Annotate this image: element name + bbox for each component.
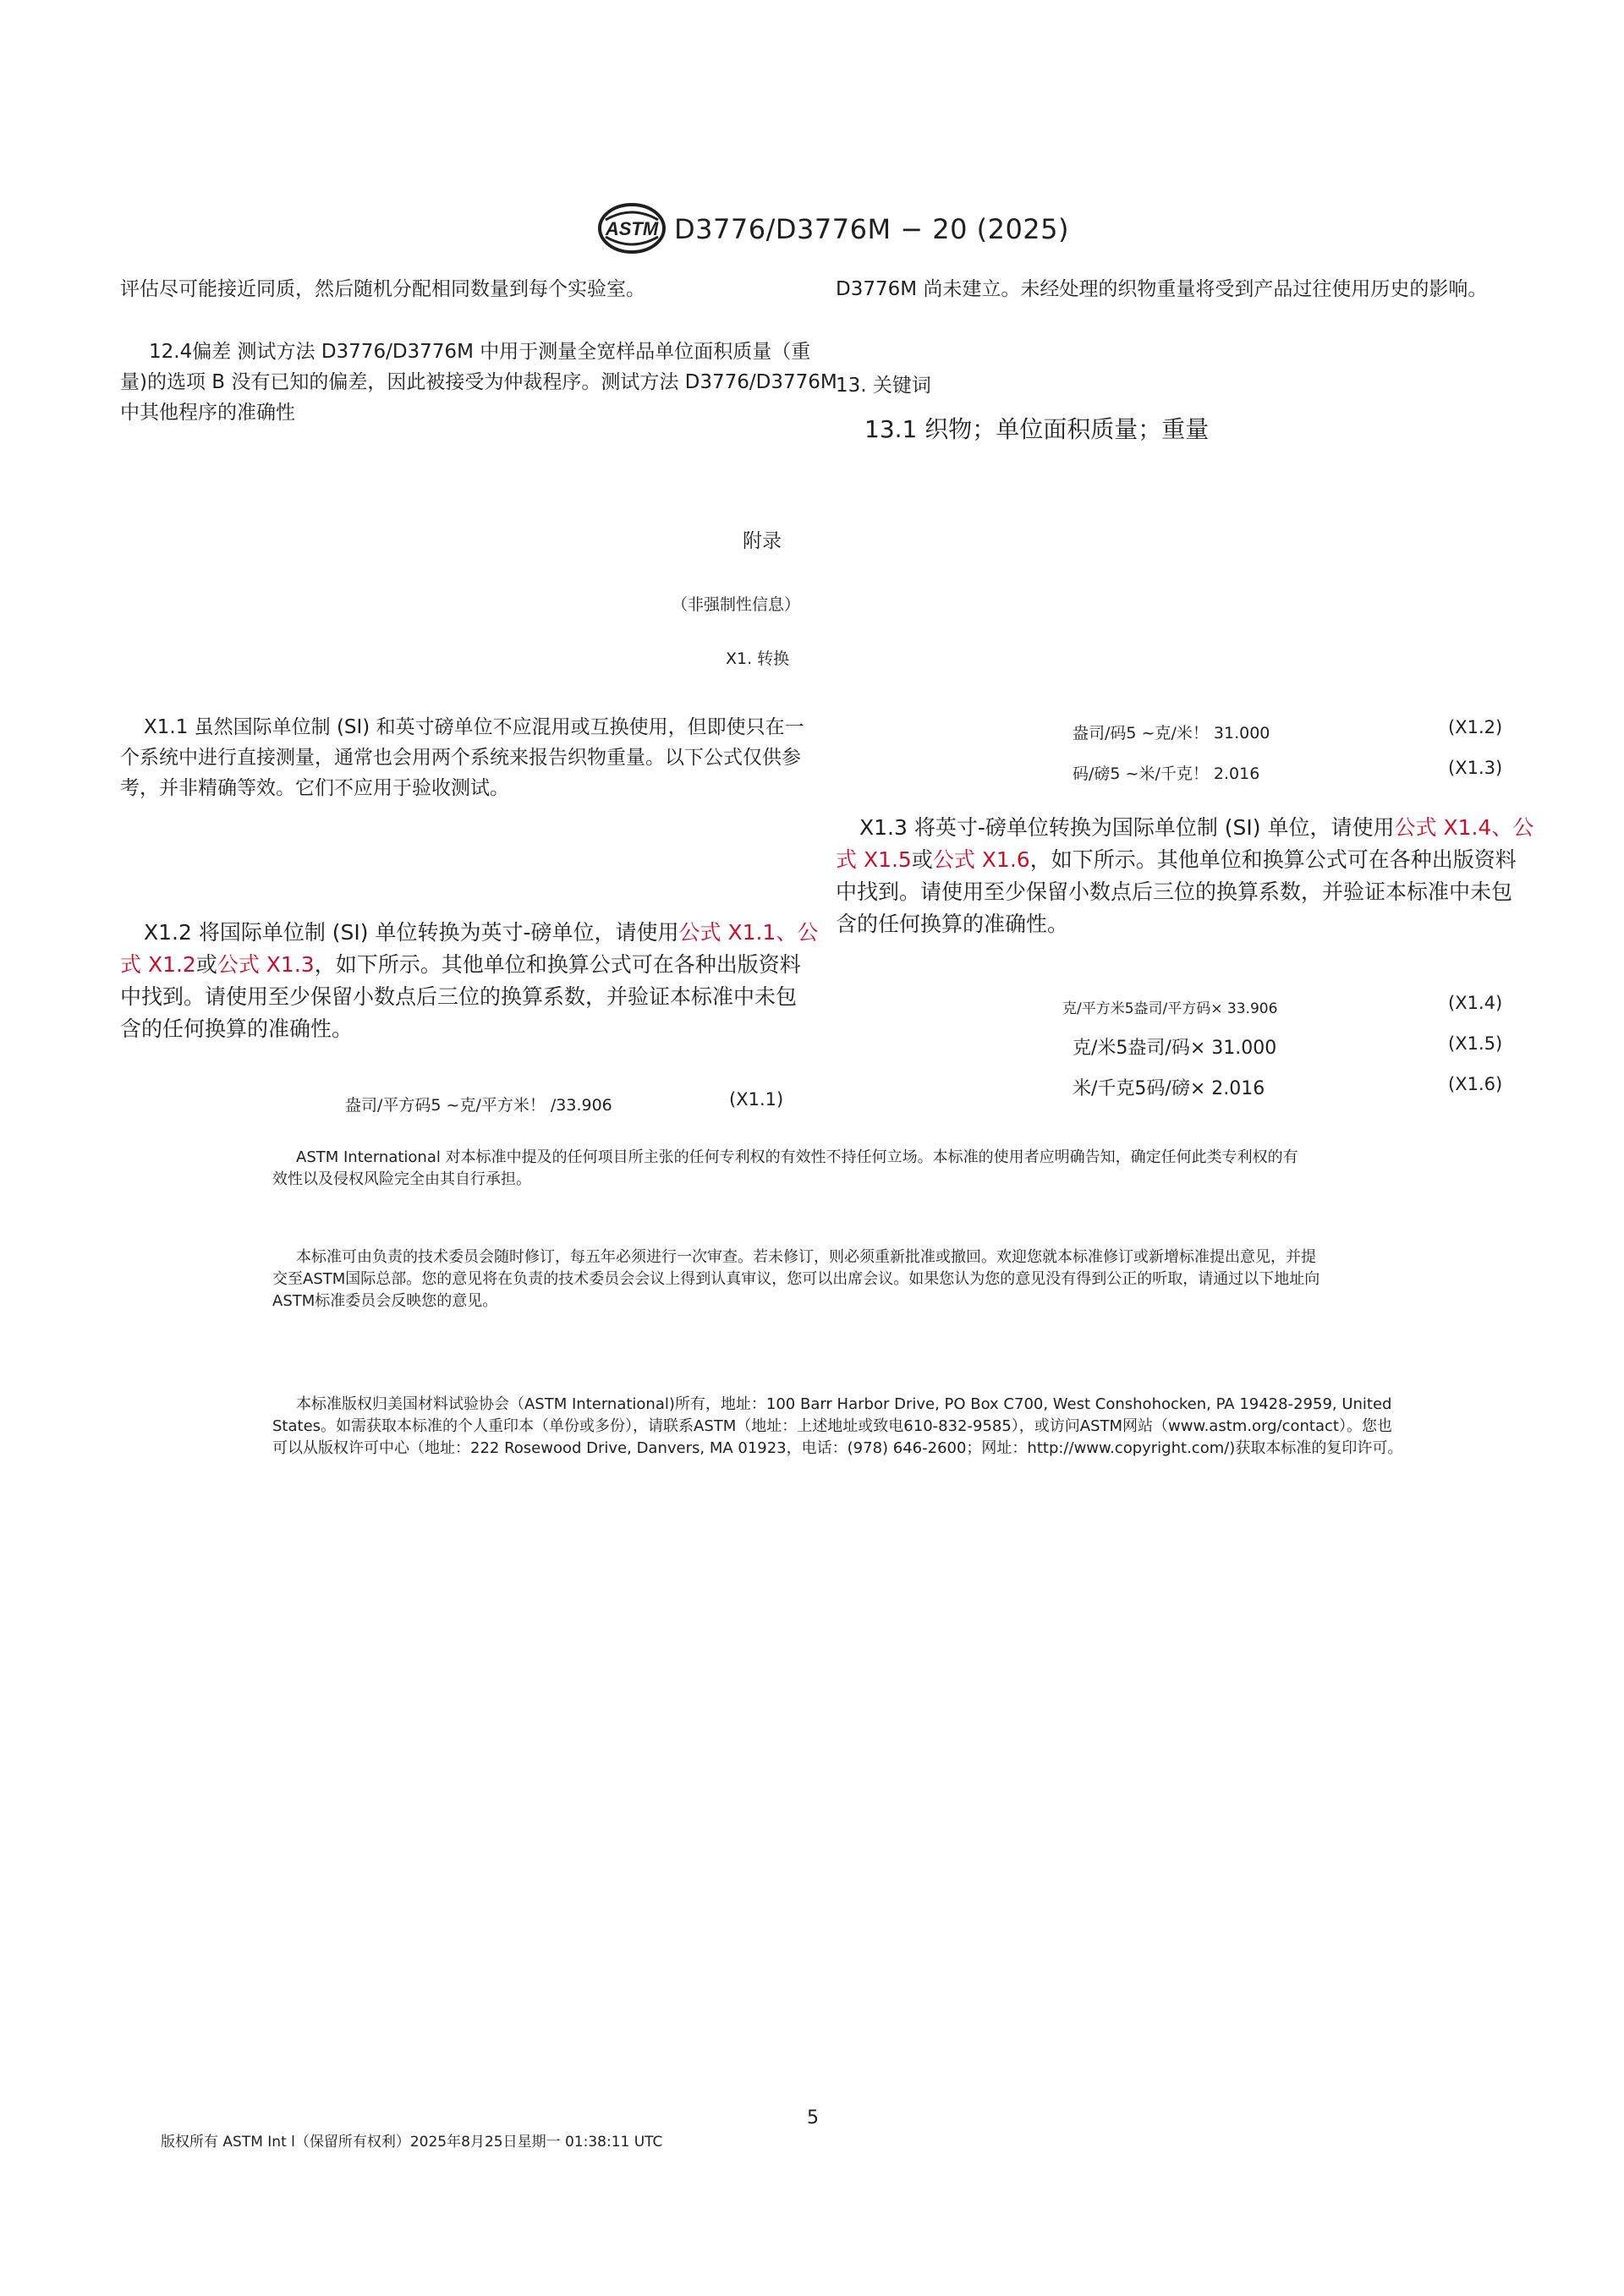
appendix-heading: 附录 xyxy=(743,530,782,552)
x1-3-text: X1.3 将英寸-磅单位转换为国际单位制 (SI) 单位，请使用 xyxy=(859,815,1395,840)
section-x1-2 xyxy=(120,917,818,1045)
equation-number-x1-2: (X1.2) xyxy=(1448,717,1503,737)
equation-number-x1-1: (X1.1) xyxy=(729,1089,784,1110)
link-formula-x1-5-cont[interactable]: 式 X1.5 xyxy=(836,847,912,872)
link-formula-x1-2-cont[interactable]: 式 X1.2 xyxy=(120,952,196,977)
astm-logo xyxy=(597,201,667,255)
section-x1-1-line: X1.1 虽然国际单位制 (SI) 和英寸磅单位不应混用或互换使用，但即使只在一 xyxy=(144,716,804,738)
section-x1-1 xyxy=(120,712,804,803)
section-x1-1-line: 个系统中进行直接测量，通常也会用两个系统来报告织物重量。以下公式仅供参 xyxy=(120,747,801,769)
link-formula-x1-1[interactable]: 公式 X1.1 xyxy=(678,920,776,945)
equation-x1-2: 盎司/码5 ~克/米！ 31.000 xyxy=(1073,724,1270,743)
equation-number-x1-4: (X1.4) xyxy=(1448,993,1503,1013)
x1-2-text: X1.2 将国际单位制 (SI) 单位转换为英寸-磅单位，请使用 xyxy=(144,920,679,945)
section-12-4 xyxy=(120,337,837,428)
x1-3-or: 或 xyxy=(911,847,933,872)
astm-logo-text: ASTM xyxy=(605,218,659,239)
section-x1-2-line: 中找到。请使用至少保留小数点后三位的换算系数，并验证本标准中未包 xyxy=(120,984,798,1009)
x1-conversion-heading: X1. 转换 xyxy=(726,649,790,668)
revision-notice xyxy=(272,1247,1320,1312)
equation-x1-4: 克/平方米5盎司/平方码× 33.906 xyxy=(1062,1000,1278,1017)
link-formula-x1-4[interactable]: 公式 X1.4 xyxy=(1394,815,1492,840)
equation-x1-3: 码/磅5 ~米/千克！ 2.016 xyxy=(1073,764,1260,783)
equation-number-x1-6: (X1.6) xyxy=(1448,1074,1503,1094)
section-x1-3-line xyxy=(836,812,1533,844)
equation-number-x1-3: (X1.3) xyxy=(1448,758,1503,778)
section-x1-2-line xyxy=(120,917,818,949)
link-formula-x1-5[interactable]: 公 xyxy=(1512,815,1534,840)
equation-x1-5: 克/米5盎司/码× 31.000 xyxy=(1073,1038,1277,1059)
revision-notice-line: 本标准可由负责的技术委员会随时修订，每五年必须进行一次审查。若未修订，则必须重新批准或撤回。欢迎您就本标准修订或新增标准提出意见，并提 xyxy=(296,1248,1316,1266)
revision-notice-line: ASTM标准委员会反映您的意见。 xyxy=(272,1292,498,1310)
link-separator: 、 xyxy=(776,920,798,945)
link-formula-x1-3[interactable]: 公式 X1.3 xyxy=(217,952,315,977)
link-formula-x1-6[interactable]: 公式 X1.6 xyxy=(932,847,1030,872)
x1-2-text: ，如下所示。其他单位和换算公式可在各种出版资料 xyxy=(314,952,801,977)
copyright-notice-line: States。如需获取本标准的个人重印本（单份或多份），请联系ASTM（地址：上述地址或致电610-832-9585），或访问ASTM网站（www.astm.org/contact）。您也 xyxy=(272,1417,1392,1435)
continued-text-right: D3776M 尚未建立。未经处理的织物重量将受到产品过往使用历史的影响。 xyxy=(836,278,1488,300)
section-12-4-line: 12.4偏差 测试方法 D3776/D3776M 中用于测量全宽样品单位面积质量（重 xyxy=(149,341,811,363)
footer-copyright: 版权所有 ASTM Int l（保留所有权利）2025年8月25日星期一 01:38:11 UTC xyxy=(161,2134,663,2151)
section-12-4-line: 量)的选项 B 没有已知的偏差，因此被接受为仲裁程序。测试方法 D3776/D3776M xyxy=(120,371,837,393)
link-separator: 、 xyxy=(1491,815,1513,840)
patent-notice-line: ASTM International 对本标准中提及的任何项目所主张的任何专利权的有效性不持任何立场。本标准的使用者应明确告知，确定任何此类专利权的有 xyxy=(296,1148,1298,1166)
equation-number-x1-5: (X1.5) xyxy=(1448,1033,1503,1054)
x1-3-text: ，如下所示。其他单位和换算公式可在各种出版资料 xyxy=(1029,847,1517,872)
document-id: D3776/D3776M − 20 (2025) xyxy=(674,213,1069,245)
nonmandatory-label: （非强制性信息） xyxy=(672,595,801,614)
section-x1-3 xyxy=(836,812,1533,940)
section-x1-3-line: 含的任何换算的准确性。 xyxy=(836,912,1069,936)
x1-2-or: 或 xyxy=(195,952,217,977)
keywords-13-1: 13.1 织物；单位面积质量；重量 xyxy=(864,415,1210,443)
copyright-notice-line: 本标准版权归美国材料试验协会（ASTM International)所有，地址：100 Barr Harbor Drive, PO Box C700, West Conshohocken, PA 19428-2959, United xyxy=(296,1395,1392,1413)
link-formula-x1-2[interactable]: 公 xyxy=(797,920,819,945)
section-x1-3-line xyxy=(836,844,1533,876)
revision-notice-line: 交至ASTM国际总部。您的意见将在负责的技术委员会会议上得到认真审议，您可以出席会议。如果您认为您的意见没有得到公正的听取，请通过以下地址向 xyxy=(272,1270,1320,1288)
section-x1-1-line: 考，并非精确等效。它们不应用于验收测试。 xyxy=(120,777,509,799)
copyright-notice xyxy=(272,1394,1402,1460)
section-12-4-line: 中其他程序的准确性 xyxy=(120,402,295,424)
patent-notice xyxy=(272,1147,1298,1191)
section-x1-2-line: 含的任何换算的准确性。 xyxy=(120,1016,354,1041)
copyright-notice-line: 可以从版权许可中心（地址：222 Rosewood Drive, Danvers, MA 01923，电话：(978) 646-2600；网址：http://www.copyright.com/)获取本标准的复印许可。 xyxy=(272,1439,1403,1457)
section-x1-2-line xyxy=(120,949,818,981)
keywords-heading: 13. 关键词 xyxy=(836,375,931,397)
section-x1-3-line: 中找到。请使用至少保留小数点后三位的换算系数，并验证本标准中未包 xyxy=(836,879,1513,904)
equation-x1-1: 盎司/平方码5 ~克/平方米！ /33.906 xyxy=(345,1096,612,1115)
patent-notice-line: 效性以及侵权风险完全由其自行承担。 xyxy=(272,1170,531,1188)
continued-text-left: 评估尽可能接近同质，然后随机分配相同数量到每个实验室。 xyxy=(120,278,645,300)
equation-x1-6: 米/千克5码/磅× 2.016 xyxy=(1073,1078,1265,1099)
page-number: 5 xyxy=(807,2107,819,2129)
